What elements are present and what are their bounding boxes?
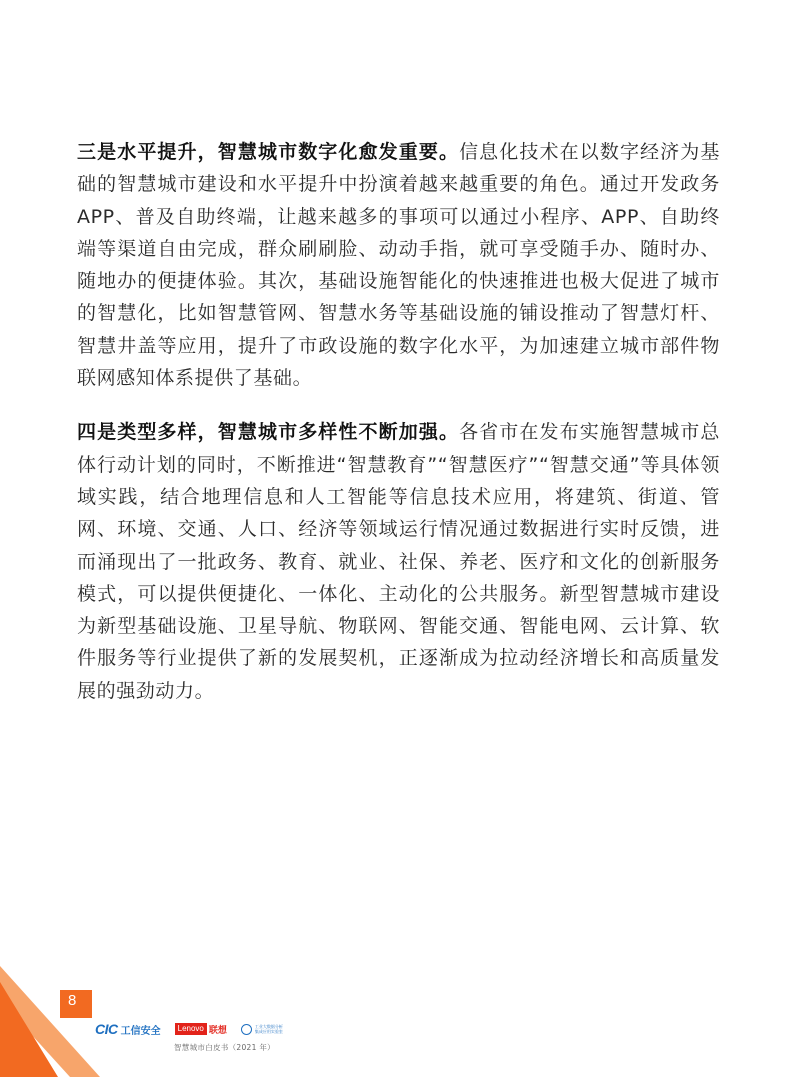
lab-logo-line2: 集成应用实验室 xyxy=(254,1029,283,1034)
lab-logo xyxy=(241,1024,283,1035)
lab-logo-line1: 工业大数据分析 xyxy=(254,1024,283,1029)
paragraph-lead: 四是类型多样，智慧城市多样性不断加强。 xyxy=(77,421,460,444)
document-caption: 智慧城市白皮书（2021 年） xyxy=(174,1043,275,1052)
lenovo-logo-en: Lenovo xyxy=(175,1023,207,1035)
corner-decoration xyxy=(0,960,100,1077)
paragraph-diversity xyxy=(77,416,720,707)
paragraph-level-improvement xyxy=(77,136,720,394)
paragraph-body: 信息化技术在以数字经济为基础的智慧城市建设和水平提升中扮演着越来越重要的角色。通过开发政务 APP、普及自助终端，让越来越多的事项可以通过小程序、APP、自助终端等渠道自由完成，群众刷刷脸、动动手指，就可享受随手办、随时办、随地办的便捷体验。其次，基础设施智能化的快速推进也极大促进了城市的智慧化，比如智慧管网、智慧水务等基础设施的铺设推动了智慧灯杆、智慧井盖等应用，提升了市政设施的数字化水平，为加速建立城市部件物联网感知体系提供了基础。 xyxy=(77,141,720,390)
main-content xyxy=(77,136,720,729)
lenovo-logo-cn: 联想 xyxy=(208,1025,227,1036)
page-number: 8 xyxy=(68,992,77,1009)
paragraph-lead: 三是水平提升，智慧城市数字化愈发重要。 xyxy=(77,141,460,163)
paragraph-body: 各省市在发布实施智慧城市总体行动计划的同时，不断推进“智慧教育”“智慧医疗”“智慧交通”等具体领域实践，结合地理信息和人工智能等信息技术应用，将建筑、街道、管网、环境、交通、人口、经济等领域运行情况通过数据进行实时反馈，进而涌现出了一批政务、教育、就业、社保、养老、医疗和文化的创新服务模式，可以提供便捷化、一体化、主动化的公共服务。新型智慧城市建设为新型基础设施、卫星导航、物联网、智能交通、智能电网、云计算、软件服务等行业提供了新的发展契机，正逐渐成为拉动经济增长和高质量发展的强劲动力。 xyxy=(77,421,720,702)
footer-logos xyxy=(95,1021,283,1037)
lab-logo-text xyxy=(255,1024,283,1034)
cic-logo-mark: CIC xyxy=(95,1021,118,1037)
lenovo-logo xyxy=(175,1023,227,1036)
cic-logo-name: 工信安全 xyxy=(120,1025,161,1037)
lab-seal-icon xyxy=(241,1024,252,1035)
cic-logo xyxy=(95,1021,161,1037)
